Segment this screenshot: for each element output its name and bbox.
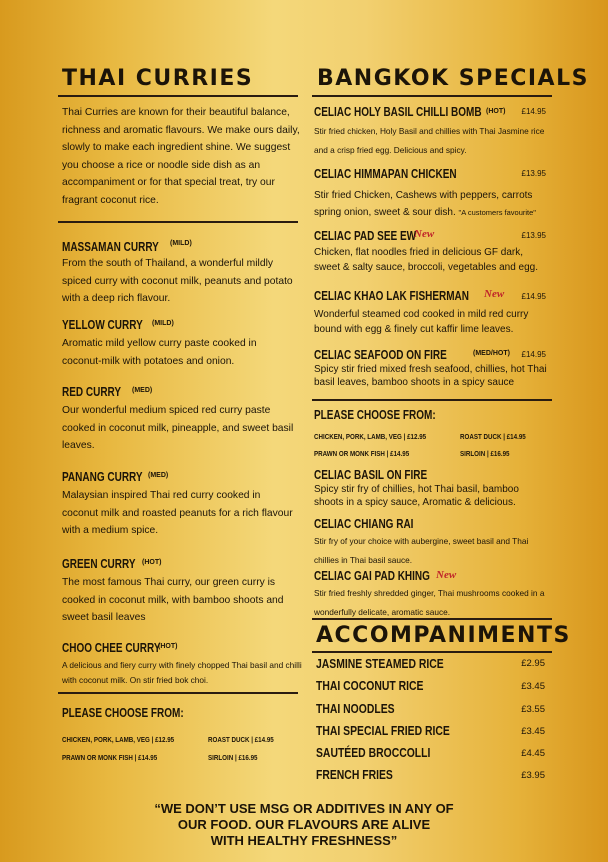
description-text: Stir fried Chicken, Cashews with peppers, carrots spring onion, sweet & sour dish.: [314, 190, 533, 218]
bangkok-specials-title: BANGKOK SPECIALS: [317, 66, 589, 91]
item-name: CELIAC HOLY BASIL CHILLI BOMB: [314, 105, 482, 119]
item-description: Malaysian inspired Thai red curry cooked in coconut milk and roasted peanuts for a rich flavour with a medium spice.: [62, 490, 293, 536]
item-name: YELLOW CURRY: [62, 318, 143, 332]
option-roast-duck: ROAST DUCK | £14.95: [208, 735, 274, 744]
accompaniment-name: FRENCH FRIES: [316, 767, 393, 782]
choose-from-heading: PLEASE CHOOSE FROM:: [62, 706, 184, 720]
option-sirloin: SIRLOIN | £16.95: [208, 753, 258, 762]
item-description: Aromatic mild yellow curry paste cooked in coconut-milk with potatoes and onion.: [62, 338, 257, 367]
item-description: Our wonderful medium spiced red curry paste cooked in coconut milk, pineapple, and sweet basil leaves.: [62, 405, 294, 451]
item-name: RED CURRY: [62, 385, 122, 399]
item-name: CELIAC PAD SEE EW: [314, 229, 417, 243]
item-description: [314, 187, 554, 221]
new-badge: New: [414, 228, 435, 240]
accompaniment-name: THAI NOODLES: [316, 701, 395, 716]
thai-curries-title: THAI CURRIES: [62, 66, 254, 91]
option-sirloin: SIRLOIN | £16.95: [460, 449, 510, 458]
accompaniment-name: JASMINE STEAMED RICE: [316, 656, 444, 671]
thai-curries-intro: Thai Curries are known for their beautiful balance, richness and aromatic flavours. We make ours daily, slowly to make each ingredient shine. We suggest you choose a rice or noodle side dish as an accompaniment or for that special treat, try our fragrant coconut rice.: [62, 107, 300, 206]
customer-favourite-note: "A customers favourite": [458, 208, 536, 217]
accompaniment-price: £3.45: [521, 681, 545, 692]
item-description: Stir fry of your choice with aubergine, sweet basil and Thai chillies in Thai basil sauce.: [314, 536, 529, 565]
accompaniment-price: £3.55: [521, 704, 545, 715]
item-price: £14.95: [521, 292, 546, 301]
accompaniment-name: THAI SPECIAL FRIED RICE: [316, 723, 450, 738]
divider: [312, 651, 552, 653]
spice-tag: (MILD): [152, 320, 174, 327]
quote-line: “WE DON’T USE MSG OR ADDITIVES IN ANY OF: [154, 801, 454, 816]
item-price: £14.95: [521, 107, 546, 116]
item-description: Stir fried chicken, Holy Basil and chillies with Thai Jasmine rice and a crisp fried egg. Delicious and spicy.: [314, 126, 545, 155]
option-chicken-pork-lamb-veg: CHICKEN, PORK, LAMB, VEG | £12.95: [62, 735, 175, 744]
spice-tag: (HOT): [142, 559, 162, 566]
accompaniment-price: £2.95: [521, 658, 545, 669]
divider: [312, 618, 552, 620]
item-name: CELIAC KHAO LAK FISHERMAN: [314, 289, 469, 303]
divider: [58, 692, 298, 694]
accompaniment-price: £3.45: [521, 726, 545, 737]
quote-line: WITH HEALTHY FRESHNESS”: [210, 833, 398, 848]
item-description: From the south of Thailand, a wonderful mildly spiced curry with coconut milk, peanuts and potato with a deep rich flavour.: [62, 258, 293, 304]
quote-line: OUR FOOD. OUR FLAVOURS ARE ALIVE: [177, 817, 431, 832]
item-description: The most famous Thai curry, our green curry is cooked in coconut milk, with bamboo shoots and sweet basil leaves: [62, 577, 284, 623]
accompaniment-price: £3.95: [521, 770, 545, 781]
item-description: Spicy stir fried mixed fresh seafood, chillies, hot Thai basil leaves, bamboo shoots in a spicy sauce: [314, 364, 547, 388]
spice-tag: (MILD): [170, 240, 192, 247]
item-name: GREEN CURRY: [62, 557, 136, 571]
accompaniments-title: ACCOMPANIMENTS: [316, 623, 571, 648]
item-description: Wonderful steamed cod cooked in mild red curry bound with egg & finely cut kaffir lime leaves.: [314, 309, 529, 335]
item-description: Chicken, flat noodles fried in delicious GF dark, sweet & salty sauce, broccoli, vegetables and egg.: [314, 247, 539, 273]
item-name: CHOO CHEE CURRY: [62, 641, 161, 655]
accompaniment-price: £4.45: [521, 748, 545, 759]
new-badge: New: [484, 288, 505, 300]
item-description: A delicious and fiery curry with finely chopped Thai basil and chilli with coconut milk. On stir fried bok choi.: [62, 660, 302, 685]
item-price: £13.95: [521, 169, 546, 178]
divider: [58, 95, 298, 97]
item-description: Spicy stir fry of chillies, hot Thai basil, bamboo shoots in a spicy sauce, Aromatic & delicious.: [314, 484, 519, 508]
item-name: CELIAC CHIANG RAI: [314, 517, 414, 531]
spice-tag: (MED): [148, 472, 169, 479]
choose-from-heading: PLEASE CHOOSE FROM:: [314, 408, 436, 422]
spice-tag: (HOT): [158, 643, 178, 650]
footer-quote: [0, 801, 608, 849]
accompaniment-name: THAI COCONUT RICE: [316, 678, 424, 693]
divider: [58, 221, 298, 223]
spice-tag: (MED/HOT): [473, 350, 510, 357]
item-description: Stir fried freshly shredded ginger, Thai mushrooms cooked in a wonderfully delicate, aromatic sauce.: [314, 588, 545, 617]
item-name: CELIAC BASIL ON FIRE: [314, 468, 428, 482]
accompaniment-name: SAUTÉED BROCCOLLI: [316, 745, 431, 760]
option-prawn-monk-fish: PRAWN OR MONK FISH | £14.95: [62, 753, 158, 762]
item-price: £13.95: [521, 231, 546, 240]
item-name: CELIAC GAI PAD KHING: [314, 569, 430, 583]
new-badge: New: [436, 569, 457, 581]
spice-tag: (HOT): [486, 108, 506, 115]
item-price: £14.95: [521, 350, 546, 359]
item-name: CELIAC SEAFOOD ON FIRE: [314, 348, 447, 362]
option-prawn-monk-fish: PRAWN OR MONK FISH | £14.95: [314, 449, 410, 458]
spice-tag: (MED): [132, 387, 153, 394]
divider: [312, 399, 552, 401]
item-name: MASSAMAN CURRY: [62, 240, 159, 254]
option-roast-duck: ROAST DUCK | £14.95: [460, 432, 526, 441]
item-name: CELIAC HIMMAPAN CHICKEN: [314, 167, 457, 181]
item-name: PANANG CURRY: [62, 470, 143, 484]
option-chicken-pork-lamb-veg: CHICKEN, PORK, LAMB, VEG | £12.95: [314, 432, 427, 441]
divider: [312, 95, 552, 97]
